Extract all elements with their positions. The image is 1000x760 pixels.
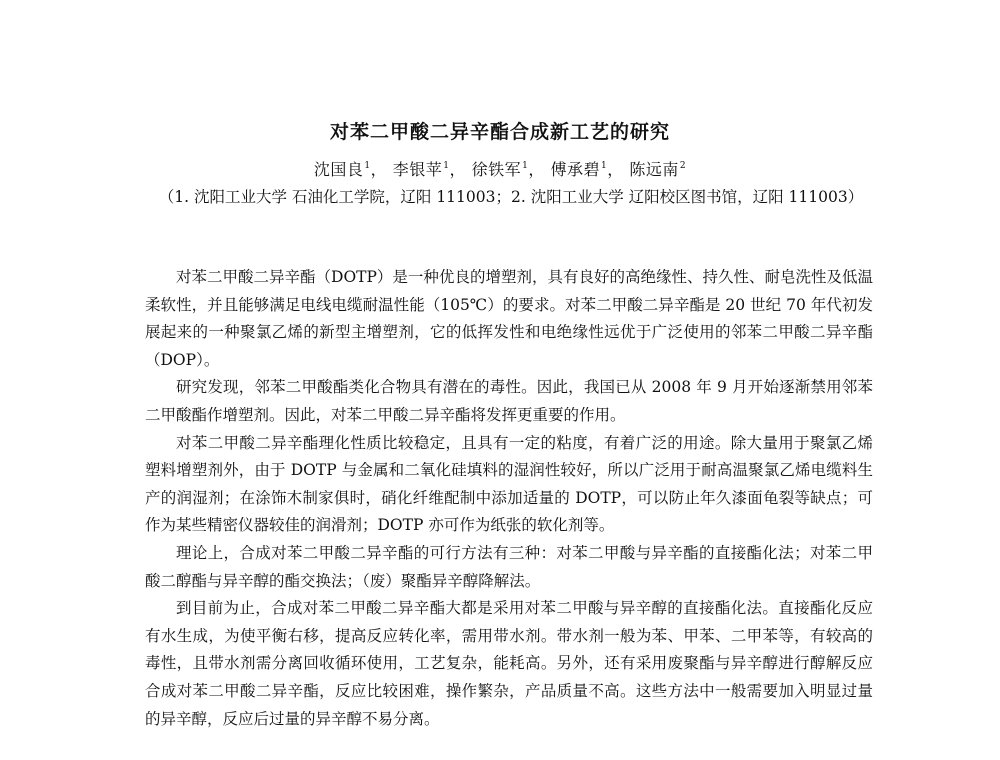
paragraph: 研究发现，邻苯二甲酸酯类化合物具有潜在的毒性。因此，我国已从 2008 年 9 月开始逐渐禁用邻苯二甲酸酯作增塑剂。因此，对苯二甲酸二异辛酯将发挥更重要的作用。 [145,378,873,424]
author-affiliation-mark: 1 [522,161,529,171]
author-name: 陈远南 [629,160,679,179]
author-affiliation-mark: 1 [364,161,371,171]
author-affiliation-mark: 1 [601,161,608,171]
author [472,160,545,179]
author-separator: ， [370,160,388,179]
paper-title: 对苯二甲酸二异辛酯合成新工艺的研究 [329,121,670,143]
author-name: 傅承碧 [550,160,600,179]
paragraph: 到目前为止，合成对苯二甲酸二异辛酯大都是采用对苯二甲酸与异辛醇的直接酯化法。直接酯化反应有水生成，为使平衡右移，提高反应转化率，需用带水剂。带水剂一般为苯、甲苯、二甲苯等，有较高的毒性，且带水剂需分离回收循环使用，工艺复杂，能耗高。另外，还有采用废聚酯与异辛醇进行醇解反应合成对苯二甲酸二异辛酯，反应比较困难，操作繁杂，产品质量不高。这些方法中一般需要加入明显过量的异辛醇，反应后过量的异辛醇不易分离。 [145,599,873,728]
author [629,160,686,179]
author-name: 李银苹 [392,160,443,179]
author [314,160,387,179]
author [550,160,623,179]
author-separator: ， [528,160,545,179]
author [393,160,466,179]
author-separator: ， [607,160,624,179]
author-affiliation-mark: 2 [679,161,687,171]
affiliation: （1. 沈阳工业大学 石油化工学院，辽阳 111003；2. 沈阳工业大学 辽阳校区图书馆，辽阳 111003） [158,188,864,206]
body-text [145,264,873,733]
author-name: 徐铁军 [471,160,522,179]
author-list [0,157,1000,180]
paragraph: 对苯二甲酸二异辛酯（DOTP）是一种优良的增塑剂，具有良好的高绝缘性、持久性、耐皂洗性及低温柔软性，并且能够满足电线电缆耐温性能（105℃）的要求。对苯二甲酸二异辛酯是 20 世纪 70 年代初发展起来的一种聚氯乙烯的新型主增塑剂，它的低挥发性和电绝缘性远优于广泛使用的邻苯二甲酸二异辛酯（DOP）。 [145,268,873,369]
author-affiliation-mark: 1 [443,161,450,171]
paragraph: 对苯二甲酸二异辛酯理化性质比较稳定，且具有一定的粘度，有着广泛的用途。除大量用于聚氯乙烯塑料增塑剂外，由于 DOTP 与金属和二氧化硅填料的湿润性较好，所以广泛用于耐高温聚氯乙烯电缆料生产的润湿剂；在涂饰木制家俱时，硝化纤维配制中添加适量的 DOTP，可以防止年久漆面龟裂等缺点；可作为某些精密仪器较佳的润滑剂；DOTP 亦可作为纸张的软化剂等。 [145,433,873,535]
author-name: 沈国良 [313,160,364,179]
author-separator: ， [449,160,467,179]
paragraph: 理论上，合成对苯二甲酸二异辛酯的可行方法有三种：对苯二甲酸与异辛酯的直接酯化法；对苯二甲酸二醇酯与异辛醇的酯交换法；（废）聚酯异辛醇降解法。 [145,543,873,590]
